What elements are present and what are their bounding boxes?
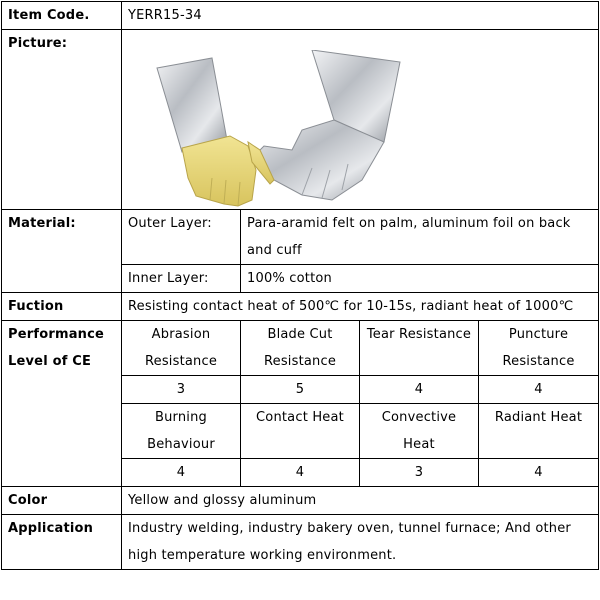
perf-level: 4 [479,459,599,487]
function-row [2,293,599,321]
item-code-value: YERR15-34 [122,2,599,30]
item-code-label: Item Code. [2,2,122,30]
perf-level: 4 [122,459,241,487]
function-value: Resisting contact heat of 500℃ for 10-15s, radiant heat of 1000℃ [122,293,599,321]
perf-name: Abrasion Resistance [122,321,241,376]
color-value: Yellow and glossy aluminum [122,487,599,515]
inner-layer-value: 100% cotton [241,265,599,293]
perf-name: Burning Behaviour [122,404,241,459]
perf-name: Radiant Heat [479,404,599,459]
application-row [2,515,599,570]
material-label: Material: [2,210,122,293]
performance-names-row-1 [2,321,599,376]
left-glove-cuff [157,58,227,152]
application-label: Application [2,515,122,570]
spec-table [1,1,599,570]
color-label: Color [2,487,122,515]
perf-level: 4 [479,376,599,404]
left-glove-palm [182,136,256,206]
performance-label: Performance Level of CE [2,321,122,487]
function-label: Fuction [2,293,122,321]
gloves-image [152,50,412,210]
perf-level: 3 [122,376,241,404]
perf-level: 4 [241,459,360,487]
outer-layer-value: Para-aramid felt on palm, aluminum foil on back and cuff [241,210,599,265]
perf-name: Convective Heat [360,404,479,459]
perf-level: 5 [241,376,360,404]
item-code-row [2,2,599,30]
picture-label: Picture: [2,30,122,210]
picture-row [2,30,599,210]
perf-level: 3 [360,459,479,487]
perf-name: Contact Heat [241,404,360,459]
perf-name: Puncture Resistance [479,321,599,376]
material-outer-row [2,210,599,265]
picture-cell [122,30,599,210]
perf-level: 4 [360,376,479,404]
application-value: Industry welding, industry bakery oven, tunnel furnace; And other high temperature working environment. [122,515,599,570]
inner-layer-label: Inner Layer: [122,265,241,293]
perf-name: Tear Resistance [360,321,479,376]
color-row [2,487,599,515]
outer-layer-label: Outer Layer: [122,210,241,265]
perf-name: Blade Cut Resistance [241,321,360,376]
